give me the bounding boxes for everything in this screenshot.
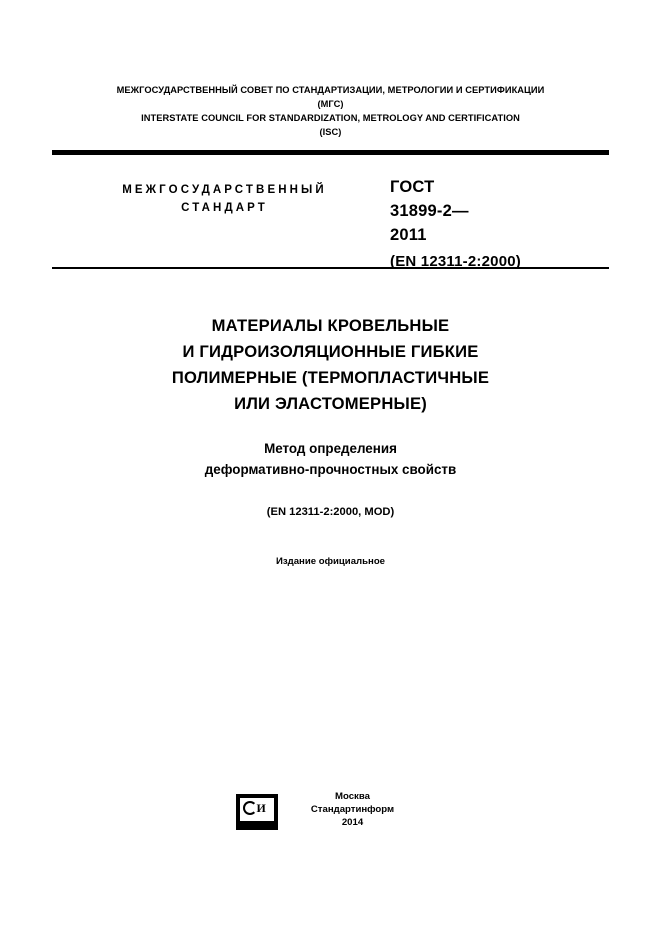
logo-letter-c (243, 801, 257, 815)
gost-number: 31899-2— (390, 202, 469, 220)
modification-note: (EN 12311-2:2000, MOD) (266, 506, 395, 518)
title-line-2: И ГИДРОИЗОЛЯЦИОННЫЕ ГИБКИЕ (182, 342, 479, 361)
logo-letter-i: И (256, 801, 266, 815)
document-title (52, 313, 609, 417)
publisher-footer (52, 790, 609, 860)
document-subtitle (52, 438, 609, 480)
subtitle-line-1: Метод определения (264, 441, 397, 456)
title-line-1: МАТЕРИАЛЫ КРОВЕЛЬНЫЕ (211, 316, 450, 335)
divider-thick-top (52, 150, 609, 155)
publisher-text (288, 790, 418, 829)
gost-year: 2011 (390, 226, 427, 244)
title-line-3: ПОЛИМЕРНЫЕ (ТЕРМОПЛАСТИЧНЫЕ (171, 368, 490, 387)
publisher-year: 2014 (341, 817, 364, 828)
edition-note: Издание официальное (275, 556, 386, 567)
publisher-city: Москва (335, 791, 370, 802)
standard-number-block (390, 175, 605, 274)
council-abbr-ru: (МГС) (317, 98, 344, 109)
council-line-ru: МЕЖГОСУДАРСТВЕННЫЙ СОВЕТ ПО СТАНДАРТИЗАЦИИ, МЕТРОЛОГИИ И СЕРТИФИКАЦИИ (116, 85, 545, 95)
logo-bar (240, 821, 274, 826)
council-line-en: INTERSTATE COUNCIL FOR STANDARDIZATION, METROLOGY AND CERTIFICATION (141, 113, 520, 123)
standard-type-label (82, 181, 367, 217)
council-abbr-en: (ISC) (319, 126, 342, 137)
council-header (52, 84, 609, 139)
subtitle-line-2: деформативно-прочностных свойств (204, 462, 457, 477)
gost-en-equivalent: (EN 12311-2:2000) (390, 253, 521, 270)
publisher-block (236, 790, 426, 850)
publisher-name: Стандартинформ (310, 804, 395, 815)
page-content (52, 0, 609, 936)
gost-word: ГОСТ (390, 178, 435, 196)
title-line-4: ИЛИ ЭЛАСТОМЕРНЫЕ) (234, 394, 427, 413)
standartinform-logo-icon (236, 794, 278, 830)
standard-designation-block (52, 175, 609, 270)
standard-type-line2: СТАНДАРТ (181, 202, 268, 214)
standard-type-line1: МЕЖГОСУДАРСТВЕННЫЙ (122, 184, 327, 196)
